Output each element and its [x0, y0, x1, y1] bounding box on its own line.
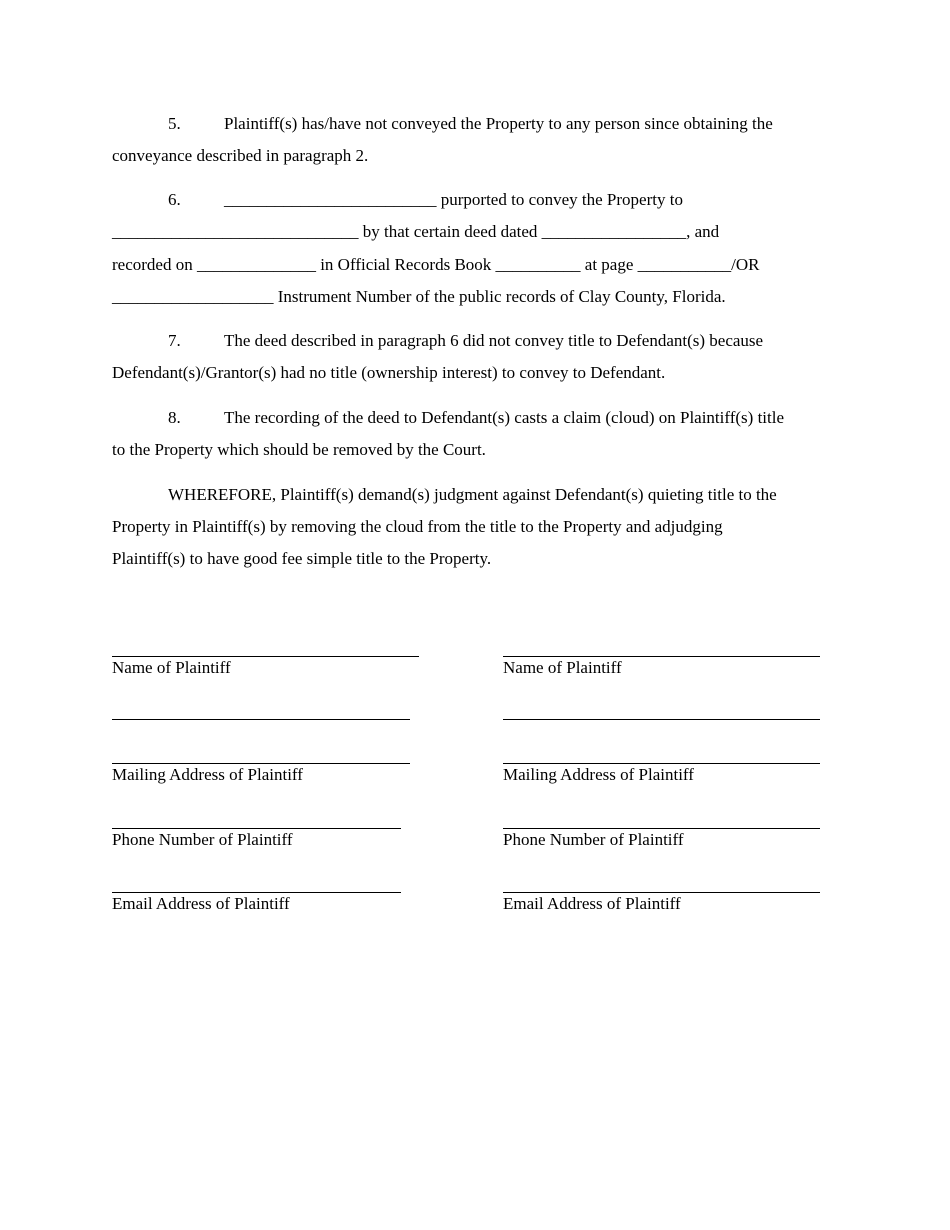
wherefore-line-2: Property in Plaintiff(s) by removing the cloud from the title to the Property and adjudging	[112, 517, 723, 536]
paragraph-6-line-1: _________________________ purported to convey the Property to	[224, 190, 683, 209]
mailing-address-line-2-left[interactable]	[112, 763, 410, 764]
mailing-address-line-1-right[interactable]	[503, 719, 820, 720]
mailing-label-left: Mailing Address of Plaintiff	[112, 765, 303, 784]
name-label-right: Name of Plaintiff	[503, 658, 622, 677]
name-signature-line-right[interactable]	[503, 656, 820, 657]
paragraph-8-number: 8.	[168, 408, 181, 427]
phone-line-left[interactable]	[112, 828, 401, 829]
paragraph-7-line-2: Defendant(s)/Grantor(s) had no title (ownership interest) to convey to Defendant.	[112, 363, 666, 382]
mailing-address-line-2-right[interactable]	[503, 763, 820, 764]
email-line-left[interactable]	[112, 892, 401, 893]
paragraph-5-line-2: conveyance described in paragraph 2.	[112, 146, 369, 165]
name-signature-line-left[interactable]	[112, 656, 419, 657]
paragraph-8-line-2: to the Property which should be removed by the Court.	[112, 440, 486, 459]
wherefore-line-3: Plaintiff(s) to have good fee simple title to the Property.	[112, 549, 492, 568]
name-label-left: Name of Plaintiff	[112, 658, 231, 677]
paragraph-5-number: 5.	[168, 114, 181, 133]
wherefore-line-1: WHEREFORE, Plaintiff(s) demand(s) judgment against Defendant(s) quieting title to the	[168, 485, 777, 504]
paragraph-6-line-3: recorded on ______________ in Official Records Book __________ at page ___________/OR	[112, 255, 760, 274]
email-line-right[interactable]	[503, 892, 820, 893]
phone-label-right: Phone Number of Plaintiff	[503, 830, 684, 849]
email-label-left: Email Address of Plaintiff	[112, 894, 290, 913]
phone-label-left: Phone Number of Plaintiff	[112, 830, 293, 849]
email-label-right: Email Address of Plaintiff	[503, 894, 681, 913]
paragraph-6-number: 6.	[168, 190, 181, 209]
mailing-label-right: Mailing Address of Plaintiff	[503, 765, 694, 784]
paragraph-8-line-1: The recording of the deed to Defendant(s) casts a claim (cloud) on Plaintiff(s) title	[224, 408, 785, 427]
phone-line-right[interactable]	[503, 828, 820, 829]
paragraph-6-line-4: ___________________ Instrument Number of the public records of Clay County, Florida.	[112, 287, 726, 306]
paragraph-7-number: 7.	[168, 331, 181, 350]
paragraph-5-line-1: Plaintiff(s) has/have not conveyed the Property to any person since obtaining the	[224, 114, 773, 133]
paragraph-7-line-1: The deed described in paragraph 6 did not convey title to Defendant(s) because	[224, 331, 764, 350]
mailing-address-line-1-left[interactable]	[112, 719, 410, 720]
paragraph-6-line-2: _____________________________ by that certain deed dated _________________, and	[112, 222, 720, 241]
